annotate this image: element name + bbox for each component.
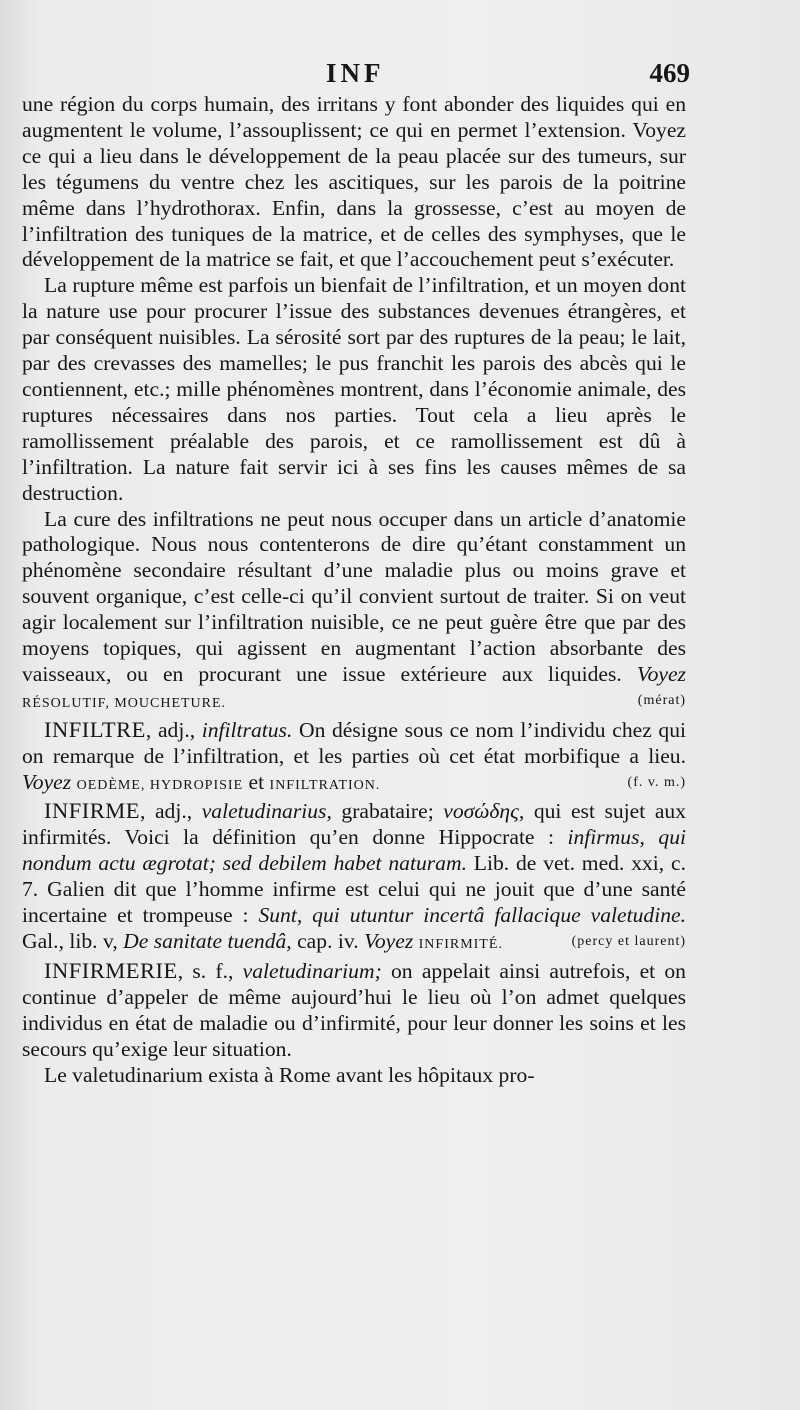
entry-text: Gal., lib. v, [22,929,124,953]
entry-text: grabataire; [331,799,444,824]
latin-quotation: Sunt, qui utuntur incertâ fallacique valetudine. [258,903,686,928]
paragraph-text: La rupture même est parfois un bienfait de l’infiltration, et un moyen dont la nature use pour procurer l’issue des substances devenues étrangères, et par conséquent nuisibles. La sérosité sort par des ruptures de la peau; le lait, par des crevasses des mamelles; le pus franchit les parois des abcès qui le contiennent, etc.; mille phénomènes montrent, dans l’économie animale, des ruptures nécessaires dans nos parties. Tout cela a lieu après le ramollissement préalable des parois, et ce ramollissement est dû à l’infiltration. La nature fait servir ici à ses fins les causes mêmes de sa destruction. [22,273,686,505]
conjunction: et [243,769,270,794]
entry-text: qui est sujet aux infirmités. Voici la définition qu’en donne Hippocrate : [22,799,686,850]
part-of-speech: , adj., [140,799,202,824]
entry-infiltre [22,717,686,799]
entry-text: cap. iv. [291,929,365,953]
entry-headword: INFIRME [44,798,141,824]
paragraph-text: La cure des infiltrations ne peut nous occuper dans un article d’anatomie pathologique. Nous nous contenterons de dire qu’étant constamment un phénomène secondaire résultant d’une maladie plus ou moins grave et souvent organique, c’est celle-ci qu’il convient surtout de traiter. Si on veut agir localement sur l’infiltration nuisible, ce ne peut guère être que par des moyens topiques, qui agissent en augmentant l’action absorbante des vaisseaux, ou en procurant une issue extérieure aux liquides. [22,506,686,686]
cross-reference: INFIRMITÉ. [418,937,503,952]
paragraph-cure [22,507,686,717]
cross-reference: OEDÈME, HYDROPISIE [76,777,244,793]
paragraph-infiltration-end [22,92,686,273]
latin-term: valetudinarius, [201,799,332,824]
page-header [20,58,690,92]
body-text [22,92,686,1088]
paragraph-valetudinarium [22,1063,686,1089]
author-attribution: (f. v. m.) [627,774,686,790]
entry-text: Lib. de vet. med. xxi, c. 7. Galien dit que l’homme infirme est celui qui ne jouit que d’une santé incertaine et trompeuse : [22,851,686,928]
author-attribution: (mérat) [637,692,686,708]
entry-infirmerie [22,958,686,1063]
latin-quotation: infirmus, qui nondum actu ægrotat; sed debilem habet naturam. [22,825,686,876]
entry-text: on appelait ainsi autrefois, et on continue d’appeler de même aujourd’hui le lieu où l’on admet quelques individus en état de maladie ou d’infirmité, pour leur donner les soins et les secours qu’exige leur situation. [22,958,686,1061]
cross-reference: RÉSOLUTIF, MOUCHETURE. [22,695,227,711]
see-also-label: Voyez [636,661,686,686]
entry-text: On désigne sous ce nom l’individu chez qui on remarque de l’infiltration, et les parties où cet état morbifique a lieu. [22,717,687,768]
paragraph-text: une région du corps humain, des irritans y font abonder des liquides qui en augmentent le volume, l’assouplissent; ce qui en permet l’extension. Voyez ce qui a lieu dans le développement de la peau placée sur des tumeurs, sur les tégumens du ventre chez les ascitiques, sur les parois de la poitrine même dans l’hydrothorax. Enfin, dans la grossesse, c’est au moyen de l’infiltration des tuniques de la matrice, et de celles des symphyses, que le développement de la matrice se fait, et que l’accouchement peut s’exécuter. [22,92,686,272]
see-also-label: Voyez [364,929,414,953]
author-attribution: (percy et laurent) [571,934,686,949]
paragraph-text: Le valetudinarium exista à Rome avant les hôpitaux pro- [44,1062,535,1087]
latin-term: infiltratus. [201,717,293,742]
greek-term: νοσώδης, [443,799,525,824]
running-head: INF [326,58,385,88]
part-of-speech: , s. f., [177,958,243,983]
entry-headword: INFILTRE [44,716,146,742]
paragraph-rupture [22,273,686,506]
work-title: De sanitate tuendâ, [123,929,292,953]
page-number: 469 [649,58,690,88]
part-of-speech: , adj., [145,717,202,742]
entry-headword: INFIRMERIE [44,957,178,983]
latin-term: valetudinarium; [242,958,382,983]
entry-infirme [22,798,686,957]
see-also-label: Voyez [22,769,72,794]
cross-reference: INFILTRATION. [269,777,381,793]
